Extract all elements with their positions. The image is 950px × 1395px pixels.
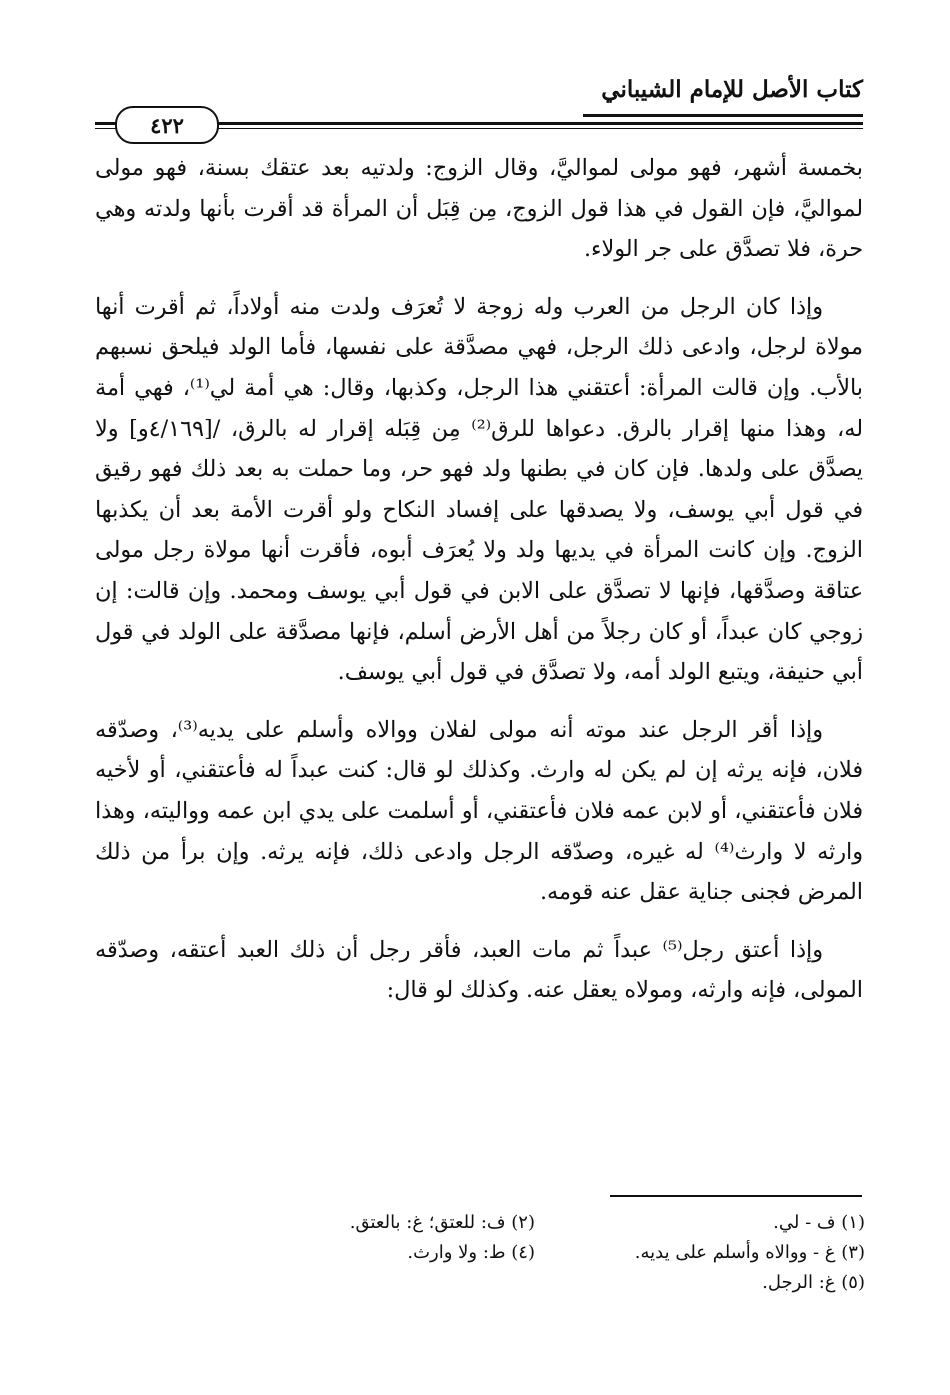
paragraph-text: بخمسة أشهر، فهو مولى لمواليَّ، وقال الزوج: ولدتيه بعد عتقك بسنة، فهو مولى لمواليَّ، فإن القول في هذا قول الزوج، مِن قِبَل أن المرأة قد أقرت بأنها ولدته وهي حرة، فلا تصدَّق على جر الولاء. xyxy=(95,155,863,263)
main-text xyxy=(95,148,863,1011)
paragraph-text: وإذا كان الرجل من العرب وله زوجة لا تُعرَف ولدت منه أولاداً، ثم أقرت أنها مولاة لرجل، وادعى ذلك الرجل، فهي مصدَّقة على نفسها، فأما الولد فيلحق نسبهم بالأب. وإن قالت المرأة: أعتقني هذا الرجل، وكذبها، وقال: هي أمة لي⁽¹⁾، فهي أمة له، وهذا منها إقرار بالرق. دعواها للرق⁽²⁾ مِن قِبَله إقرار له بالرق، /[٤/١٦٩و] ولا يصدَّق على ولدها. فإن كان في بطنها ولد فهو حر، وما حملت به بعد ذلك فهو رقيق في قول أبي يوسف، ولا يصدقها على إفساد النكاح ولو أقرت الأمة بعد أن يكذبها الزوج. وإن كانت المرأة في يديها ولد ولا يُعرَف أبوه، فأقرت أنها مولاة رجل مولى عتاقة وصدَّقها، فإنها لا تصدَّق على الابن في قول أبي يوسف ومحمد. وإن قالت: إن زوجي كان عبداً، أو كان رجلاً من أهل الأرض أسلم، فإنها مصدَّقة على الولد في قول أبي حنيفة، ويتبع الولد أمه، ولا تصدَّق في قول أبي يوسف. xyxy=(95,293,864,686)
page-number-badge xyxy=(115,106,219,144)
footnote-2: (٢) ف: للعتق؛ غ: بالعتق. xyxy=(349,1212,535,1233)
footnote-5: (٥) غ: الرجل. xyxy=(762,1272,865,1293)
footnote-4: (٤) ط: ولا وارث. xyxy=(407,1242,535,1263)
paragraph xyxy=(95,930,863,1011)
footnotes xyxy=(200,1208,865,1298)
footnote-3: (٣) غ - ووالاه وأسلم على يديه. xyxy=(634,1242,865,1263)
footnote-divider xyxy=(610,1195,862,1197)
page-header xyxy=(95,70,863,138)
paragraph xyxy=(95,287,863,693)
paragraph-text: وإذا أعتق رجل⁽⁵⁾ عبداً ثم مات العبد، فأقر رجل أن ذلك العبد أعتقه، وصدّقه المولى، فإنه وارثه، ومولاه يعقل عنه. وكذلك لو قال: xyxy=(95,936,863,1004)
book-title: كتاب الأصل للإمام الشيباني xyxy=(601,76,863,103)
header-rule-short xyxy=(583,114,863,117)
paragraph-text: وإذا أقر الرجل عند موته أنه مولى لفلان ووالاه وأسلم على يديه⁽³⁾، وصدّقه فلان، فإنه يرثه إن لم يكن له وارث. وكذلك لو قال: كنت عبداً له فأعتقني، أو لأخيه فلان فأعتقني، أو لابن عمه فلان فأعتقني، أو أسلمت على يدي ابن عمه وواليته، وهذا وارثه لا وارث⁽⁴⁾ له غيره، وصدّقه الرجل وادعى ذلك، فإنه يرثه. وإن برأ من ذلك المرض فجنى جناية عقل عنه قومه. xyxy=(95,716,863,906)
paragraph xyxy=(95,710,863,913)
page-number: ٤٢٢ xyxy=(150,112,184,138)
paragraph xyxy=(95,148,863,270)
footnote-1: (١) ف - لي. xyxy=(773,1212,865,1233)
